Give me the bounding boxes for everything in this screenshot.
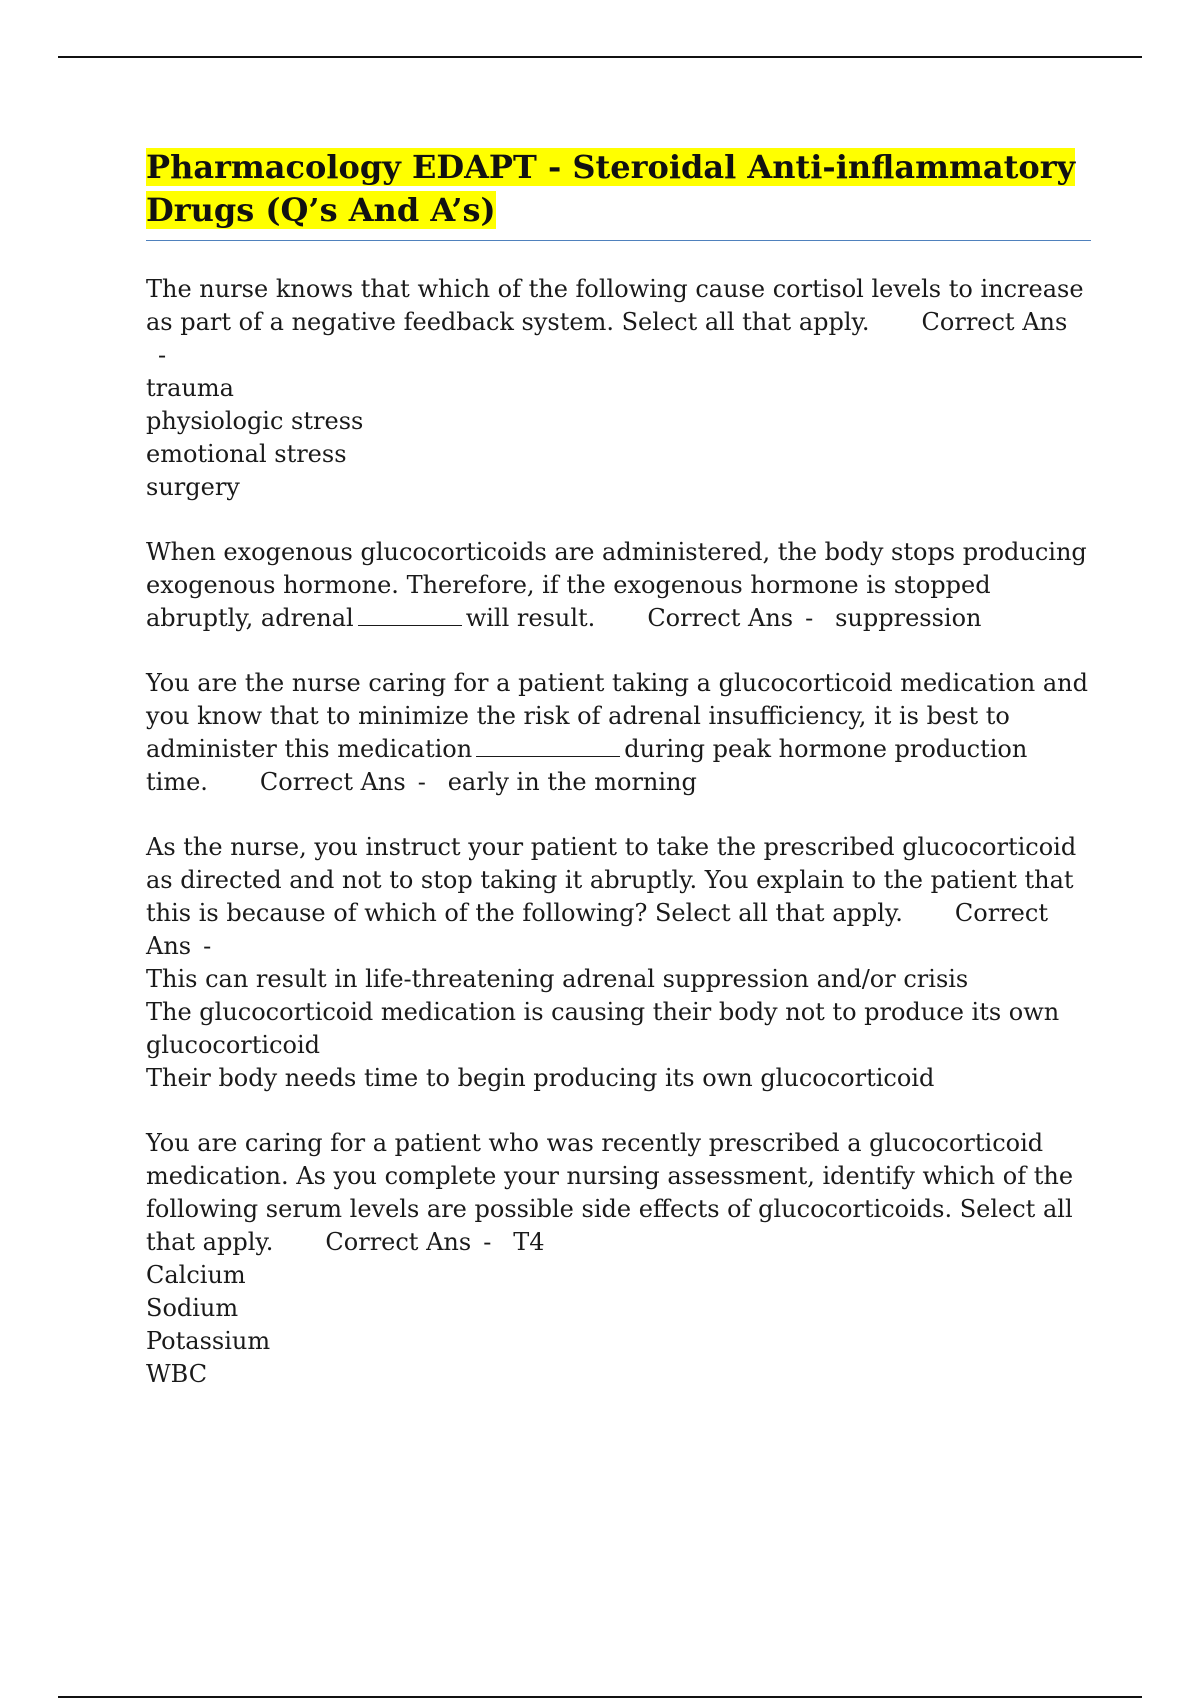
correct-ans-label: Correct Ans — [146, 899, 1048, 960]
answer-dash: - — [483, 1228, 492, 1256]
question-text-cont: during peak hormone production time. — [146, 735, 1028, 796]
answer-line: Potassium — [146, 1327, 271, 1355]
title-highlight: Pharmacology EDAPT - Steroidal Anti-inflammatory Drugs (Q’s And A’s) — [146, 148, 1076, 229]
qa-item — [146, 273, 1091, 504]
answer-line: The glucocorticoid medication is causing their body not to produce its own glucocorticoid — [146, 998, 1060, 1059]
answer-line: WBC — [146, 1360, 208, 1388]
qa-item — [146, 1127, 1091, 1391]
fill-in-blank — [358, 624, 462, 626]
question-text: As the nurse, you instruct your patient to take the prescribed glucocorticoid as directed and not to stop taking it abruptly. You explain to the patient that this is because of which of the following? Select all that apply. — [146, 833, 1077, 927]
answer-dash: - — [158, 341, 167, 369]
correct-ans-label: Correct Ans — [647, 604, 794, 632]
question-text-cont: will result. — [465, 604, 596, 632]
qa-item — [146, 831, 1091, 1095]
question-text: The nurse knows that which of the following cause cortisol levels to increase as part of a negative feedback system. Select all that apply. — [146, 275, 1084, 336]
question-text: When exogenous glucocorticoids are administered, the body stops producing exogenous hormone. Therefore, if the exogenous hormone is stopped abruptly, adrenal — [146, 538, 1087, 632]
answer-dash: - — [203, 932, 212, 960]
answer-line: Their body needs time to begin producing its own glucocorticoid — [146, 1064, 935, 1092]
title-underline — [146, 240, 1091, 241]
qa-item — [146, 667, 1091, 799]
answer-dash: - — [417, 768, 426, 796]
question-text: You are caring for a patient who was recently prescribed a glucocorticoid medication. As you complete your nursing assessment, identify which of the following serum levels are possible side effects of glucocorticoids. Select all that apply. — [146, 1129, 1074, 1256]
answer-line: emotional stress — [146, 440, 347, 468]
qa-list — [146, 273, 1091, 1391]
answer-line: Sodium — [146, 1294, 239, 1322]
answer-line: Calcium — [146, 1261, 246, 1289]
correct-ans-label: Correct Ans — [921, 308, 1068, 336]
page-bottom-rule — [58, 1696, 1142, 1698]
answer-line: trauma — [146, 374, 234, 402]
correct-ans-label: Correct Ans — [325, 1228, 472, 1256]
answer-line: This can result in life-threatening adrenal suppression and/or crisis — [146, 965, 969, 993]
document-title — [146, 146, 1091, 232]
page-top-rule — [58, 56, 1142, 58]
answer-text: T4 — [513, 1228, 545, 1256]
correct-ans-label: Correct Ans — [259, 768, 406, 796]
answer-line: physiologic stress — [146, 407, 364, 435]
fill-in-blank — [476, 755, 620, 757]
answer-dash: - — [805, 604, 814, 632]
answer-text: suppression — [835, 604, 982, 632]
answer-text: early in the morning — [447, 768, 697, 796]
document-body — [146, 146, 1091, 1423]
question-text: You are the nurse caring for a patient taking a glucocorticoid medication and you know that to minimize the risk of adrenal insufficiency, it is best to administer this medication — [146, 669, 1088, 763]
qa-item — [146, 536, 1091, 635]
answer-line: surgery — [146, 473, 240, 501]
